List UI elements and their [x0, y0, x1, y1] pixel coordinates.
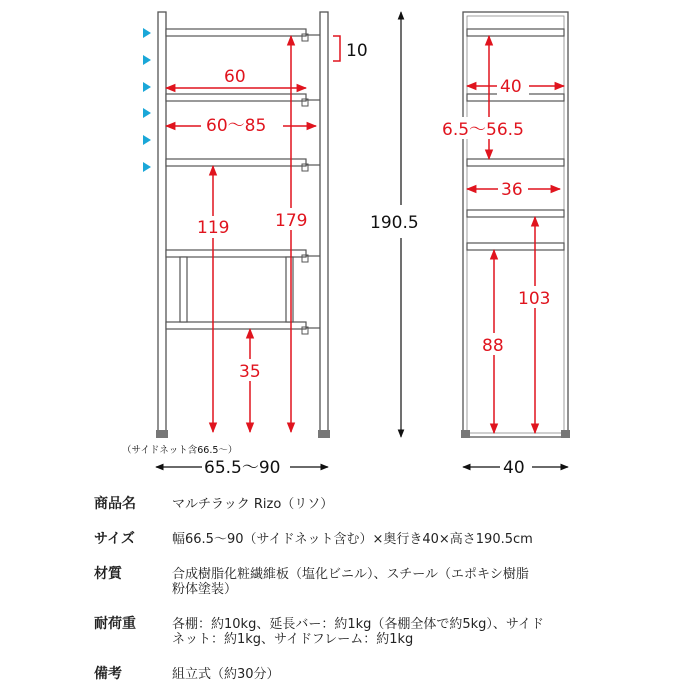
dim-bar-gap: 10: [346, 41, 368, 61]
dim-height-35: 35: [239, 362, 261, 382]
spec-label: 商品名: [94, 496, 136, 512]
dim-height-179: 179: [275, 211, 308, 231]
spec-label: 材質: [94, 566, 122, 582]
spec-value: 組立式（約30分）: [172, 667, 280, 682]
spec-value: マルチラック Rizo（リソ）: [172, 497, 334, 512]
front-side-frame: [180, 257, 293, 322]
front-right-post: [318, 12, 330, 438]
front-view: [122, 12, 368, 478]
dim-width-extend: 60～85: [206, 116, 267, 136]
dim-pitch: 6.5～56.5: [442, 120, 524, 140]
dim-total-height: 190.5: [370, 213, 419, 233]
front-shelf-3: [166, 159, 320, 171]
dim-total-width: 65.5～90: [204, 458, 281, 478]
marker-icon: [143, 82, 151, 92]
side-net-note: （サイドネット含66.5～）: [122, 445, 238, 456]
marker-icon: [143, 162, 151, 172]
spec-value: 合成樹脂化粧繊維板（塩化ビニル）、スチール（エポキシ樹脂: [172, 567, 529, 582]
bar-gap-bracket: [333, 36, 340, 61]
dim-height-119: 119: [197, 218, 230, 238]
shelf-position-markers: [143, 28, 151, 172]
front-shelf-1: [166, 29, 320, 41]
spec-value: ネット：約1kg、サイドフレーム：約1kg: [172, 632, 414, 647]
spec-label: 備考: [94, 666, 122, 682]
spec-value: 各棚：約10kg、延長バー：約1kg（各棚全体で約5kg）、サイド: [172, 617, 545, 632]
spec-label: 耐荷重: [94, 616, 136, 632]
marker-icon: [143, 108, 151, 118]
marker-icon: [143, 55, 151, 65]
front-left-post: [156, 12, 168, 438]
spec-label: サイズ: [94, 531, 135, 547]
spec-value: 幅66.5～90（サイドネット含む）×奥行き40×高さ190.5cm: [172, 532, 533, 547]
dim-height-103: 103: [518, 289, 551, 309]
front-shelf-2: [166, 94, 320, 106]
spec-value: 粉体塗装）: [172, 582, 238, 597]
dim-depth-inner: 36: [501, 180, 523, 200]
front-shelf-5: [166, 322, 320, 334]
side-view: [440, 12, 570, 478]
dim-height-88: 88: [482, 336, 504, 356]
marker-icon: [143, 135, 151, 145]
dim-width-top: 60: [224, 67, 246, 87]
marker-icon: [143, 28, 151, 38]
dim-total-depth: 40: [503, 458, 525, 478]
front-shelf-4: [166, 250, 320, 262]
dim-depth-top: 40: [500, 77, 522, 97]
total-height-dimension: [370, 12, 419, 437]
